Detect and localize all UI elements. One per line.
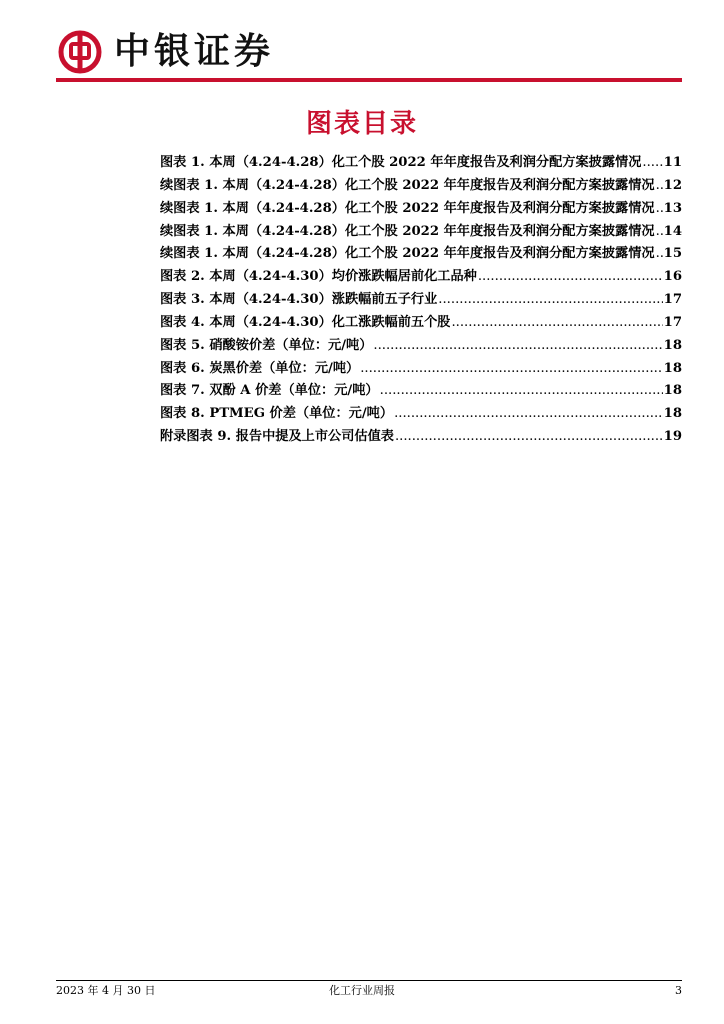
- toc-entry-page: 18: [663, 337, 682, 353]
- footer-report-type: 化工行业周报: [329, 984, 395, 997]
- toc-dot-leader: [656, 198, 663, 221]
- toc-entry-label: 续图表 1. 本周（4.24-4.28）化工个股 2022 年年度报告及利润分配方案披露情况: [160, 200, 655, 216]
- toc-entry-label: 续图表 1. 本周（4.24-4.28）化工个股 2022 年年度报告及利润分配方案披露情况: [160, 246, 655, 262]
- toc-dot-leader: [642, 152, 662, 175]
- toc-entry-page: 16: [663, 269, 682, 285]
- toc-dot-leader: [478, 266, 663, 289]
- toc-entry-page: 15: [663, 246, 682, 262]
- toc-entry-label: 图表 4. 本周（4.24-4.30）化工涨跌幅前五个股: [160, 314, 451, 330]
- toc-entry-label: 图表 5. 硝酸铵价差（单位：元/吨）: [160, 337, 373, 353]
- toc-entry[interactable]: [160, 175, 682, 198]
- toc-dot-leader: [380, 380, 663, 403]
- toc-entry-page: 17: [663, 292, 682, 308]
- toc-dot-leader: [656, 175, 663, 198]
- toc-entry-label: 续图表 1. 本周（4.24-4.28）化工个股 2022 年年度报告及利润分配方案披露情况: [160, 223, 655, 239]
- toc-entry-page: 14: [663, 223, 682, 239]
- brand-name: 中银证券: [114, 31, 275, 72]
- toc-entry-page: 18: [663, 360, 682, 376]
- bank-of-china-logo-icon: [58, 30, 102, 74]
- toc-entry-label: 续图表 1. 本周（4.24-4.28）化工个股 2022 年年度报告及利润分配方案披露情况: [160, 177, 655, 193]
- toc-entry[interactable]: [160, 152, 682, 175]
- toc-dot-leader: [438, 289, 662, 312]
- toc-entry-label: 附录图表 9. 报告中提及上市公司估值表: [160, 429, 394, 445]
- toc-list: [160, 152, 682, 449]
- toc-entry-page: 11: [663, 155, 682, 170]
- toc-entry-page: 12: [663, 177, 682, 193]
- page-header: [56, 22, 686, 78]
- toc-entry-label: 图表 8. PTMEG 价差（单位：元/吨）: [160, 406, 394, 422]
- toc-entry-label: 图表 3. 本周（4.24-4.30）涨跌幅前五子行业: [160, 292, 438, 308]
- toc-dot-leader: [360, 358, 662, 381]
- toc-entry[interactable]: [160, 403, 682, 426]
- toc-entry-label: 图表 1. 本周（4.24-4.28）化工个股 2022 年年度报告及利润分配方案披露情况: [160, 155, 642, 170]
- toc-entry-label: 图表 2. 本周（4.24-4.30）均价涨跌幅居前化工品种: [160, 269, 477, 285]
- toc-entry-page: 19: [663, 429, 682, 445]
- footer-divider: [56, 980, 682, 981]
- toc-entry-page: 13: [663, 200, 682, 216]
- toc-entry[interactable]: [160, 198, 682, 221]
- toc-entry[interactable]: [160, 221, 682, 244]
- toc-entry[interactable]: [160, 289, 682, 312]
- toc-dot-leader: [656, 243, 663, 266]
- toc-dot-leader: [451, 312, 662, 335]
- toc-entry[interactable]: [160, 312, 682, 335]
- toc-entry[interactable]: [160, 243, 682, 266]
- toc-title: 图表目录: [305, 109, 418, 139]
- toc-entry-page: 18: [663, 383, 682, 399]
- toc-dot-leader: [656, 221, 663, 244]
- toc-entry-page: 18: [663, 406, 682, 422]
- toc-dot-leader: [394, 403, 663, 426]
- footer-page-number: 3: [675, 984, 682, 997]
- header-divider: [56, 78, 682, 82]
- footer-date: 2023 年 4 月 30 日: [56, 984, 156, 997]
- toc-entry-label: 图表 7. 双酚 A 价差（单位：元/吨）: [160, 383, 379, 399]
- toc-entry-page: 17: [663, 314, 682, 330]
- toc-entry[interactable]: [160, 335, 682, 358]
- toc-entry[interactable]: [160, 358, 682, 381]
- toc-entry[interactable]: [160, 380, 682, 403]
- toc-entry-label: 图表 6. 炭黑价差（单位：元/吨）: [160, 360, 360, 376]
- toc-dot-leader: [373, 335, 662, 358]
- toc-entry[interactable]: [160, 266, 682, 289]
- toc-dot-leader: [395, 426, 663, 449]
- toc-entry[interactable]: [160, 426, 682, 449]
